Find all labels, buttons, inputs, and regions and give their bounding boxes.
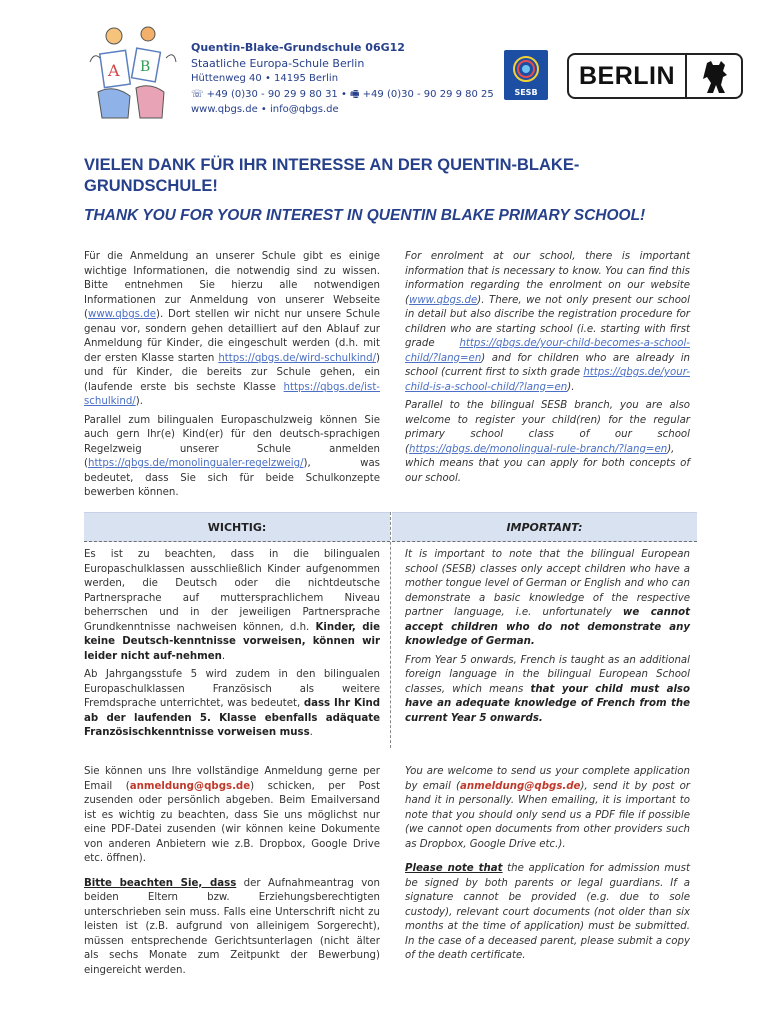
intro-german [84, 250, 380, 505]
important-header-english: IMPORTANT: [392, 512, 697, 542]
school-contact-block [191, 40, 494, 118]
registration-email[interactable]: anmeldung@qbgs.de [129, 780, 251, 792]
berlin-bear-icon [699, 59, 733, 95]
svg-text:B: B [140, 59, 151, 75]
important-german [84, 548, 380, 745]
school-logo-illustration [84, 22, 180, 120]
website-link-en[interactable]: www.qbgs.de [408, 294, 478, 306]
intro-english [405, 250, 690, 490]
sesb-label: SESB [514, 88, 538, 97]
intro-german-paragraph-2: Parallel zum bilingualen Europaschulzweig können Sie auch gern Ihr(e) Kind(er) für den deutsch-sprachigen Regelzweig unserer Schule anmelden (https://qbgs.de/monolingualer-regelzweig/), was bedeutet, dass Sie sich für beide Schulkonzepte bewerben können. [84, 414, 380, 498]
submission-english-paragraph-1: You are welcome to send us your complete application by email (anmeldung@qbgs.de), send it by post or hand it in personally. When emailing, it is important to note that you should only send us a PDF file if possible (we cannot open documents from other providers such as Dropbox, Google Drive etc.). [405, 766, 690, 850]
school-phone-fax: ☏ +49 (0)30 - 90 29 9 80 31 • 🖷 +49 (0)30 - 90 29 9 80 25 [191, 88, 494, 100]
current-pupil-link[interactable]: https://qbgs.de/ist-schulkind/ [84, 381, 380, 407]
new-pupil-link[interactable]: https://qbgs.de/wird-schulkind/ [218, 352, 377, 364]
school-name: Quentin-Blake-Grundschule 06G12 [191, 41, 405, 54]
important-english [405, 548, 690, 730]
regular-branch-link[interactable]: https://qbgs.de/monolingualer-regelzweig/ [87, 458, 304, 469]
school-address: Hüttenweg 40 • 14195 Berlin [191, 73, 339, 84]
page-title-english: THANK YOU FOR YOUR INTEREST IN QUENTIN BLAKE PRIMARY SCHOOL! [84, 207, 646, 224]
intro-english-paragraph-2: Parallel to the bilingual SESB branch, you are also welcome to register your child(ren) for the regular primary school class of our school (https://qbgs.de/monolingual-rule-branch/?lang=en), which means that you can apply for both concepts of our school. [405, 400, 690, 484]
sesb-logo [504, 50, 548, 100]
important-german-paragraph-2: Ab Jahrgangsstufe 5 wird zudem in den bilingualen Europaschulklassen Französisch als weitere Fremdsprache unterrichtet, was bedeutet, dass Ihr Kind ab der laufenden 5. Klasse ebenfalls adäquate Französischkenntnisse vorweisen muss. [84, 669, 380, 738]
submission-german-paragraph-2: Bitte beachten Sie, dass der Aufnahmeantrag von beiden Eltern bzw. Erziehungsberechtigten unterschrieben sein muss. Falls eine Unterschrift nicht zu leisten ist (z.B. aufgrund von alleinigem Sorgerecht), müssen entsprechende Gerichtsunterlagen (nicht älter als sechs Monate zum Zeitpunkt der Bewerbung) eingereicht werden. [84, 877, 380, 976]
sesb-swirl-icon [504, 50, 548, 88]
berlin-label: BERLIN [579, 62, 676, 90]
important-english-paragraph-1: It is important to note that the bilingual European school (SESB) classes only accept children who have a mother tongue level of German or English and who can demonstrate a basic knowledge of the respective partner language, i.e. unfortunately we cannot accept children who do not demonstrate any knowledge of German. [405, 549, 691, 647]
registration-email-en[interactable]: anmeldung@qbgs.de [460, 780, 581, 792]
current-pupil-link-en[interactable]: https://qbgs.de/your-child-is-a-school-child/?lang=en [405, 367, 690, 393]
new-pupil-link-en[interactable]: https://qbgs.de/your-child-becomes-a-school-child/?lang=en [405, 338, 690, 364]
column-divider [390, 512, 391, 748]
important-header-german: WICHTIG: [84, 512, 390, 542]
important-german-paragraph-1: Es ist zu beachten, dass in die bilingualen Europaschulklassen ausschließlich Kinder aufgenommen werden, die Deutsch oder die nichtdeutsche Partnersprache auf muttersprachlichem Niveau beherrschen und in der jeweiligen Partnersprache Grundkenntnisse nachweisen können, d.h. Kinder, die keine Deutsch-kenntnisse vorweisen, können wir leider nicht auf-nehmen. [84, 549, 380, 662]
regular-branch-link-en[interactable]: https://qbgs.de/monolingual-rule-branch/?lang=en [408, 443, 668, 455]
page-title-german: VIELEN DANK FÜR IHR INTERESSE AN DER QUENTIN-BLAKE-GRUNDSCHULE! [84, 156, 580, 195]
submission-english-paragraph-2: Please note that the application for admission must be signed by both parents or legal guardians. If a signature cannot be provided (e.g. due to sole custody), relevant court documents (not older than six months at the time of application) must be submitted. In the case of a deceased parent, please submit a copy of the death certificate. [405, 863, 690, 961]
letterhead [0, 0, 770, 130]
berlin-logo-divider [685, 55, 687, 97]
berlin-logo [567, 53, 743, 99]
submission-german-paragraph-1: Sie können uns Ihre vollständige Anmeldung gerne per Email (anmeldung@qbgs.de) schicken, per Post zusenden oder persönlich abgeben. Beim Emailversand ist es wichtig zu beachten, dass Sie uns möglichst nur eine PDF-Datei zusenden (wir können keine Dokumente von anderen Anbietern wie z.B. Dropbox, Google Drive etc. öffnen). [84, 766, 380, 864]
important-english-paragraph-2: From Year 5 onwards, French is taught as an additional foreign language in the bilingual European School classes, which means that your child must also have an adequate knowledge of French from the current Year 5 onwards. [405, 654, 690, 724]
submission-german [84, 765, 380, 982]
school-type: Staatliche Europa-Schule Berlin [191, 56, 365, 70]
submission-english [405, 765, 690, 968]
intro-german-paragraph-1: Für die Anmeldung an unserer Schule gibt es einige wichtige Informationen, die notwendig sind zu wissen. Bitte entnehmen Sie hierzu alle notwendigen Informationen zur Anmeldung von unserer Webseite (www.qbgs.de). Dort stellen wir nicht nur unsere Schule genau vor, sondern gehen detailliert auf den Ablauf zur Anmeldung für Kinder, die eingeschult werden (d.h. mit der ersten Klasse starten https://qbgs.de/wird-schulkind/) und für Kinder, die bereits zur Schule gehen, ein (laufende erste bis sechste Klasse https://qbgs.de/ist-schulkind/). [84, 251, 380, 407]
svg-text:A: A [108, 61, 120, 80]
website-link[interactable]: www.qbgs.de [87, 309, 156, 320]
school-web-mail: www.qbgs.de • info@qbgs.de [191, 104, 339, 115]
intro-english-paragraph-1: For enrolment at our school, there is important information that is necessary to know. You can find this information regarding the enrolment on our website (www.qbgs.de). There, we not only present our school in detail but also discribe the registration procedure for children who are starting school (i.e. starting with first grade https://qbgs.de/your-child-becomes-a-school-child/?lang=en) and for children who are already in school (current first to sixth grade https://qbgs.de/your-child-is-a-school-child/?lang=en). [405, 251, 690, 393]
